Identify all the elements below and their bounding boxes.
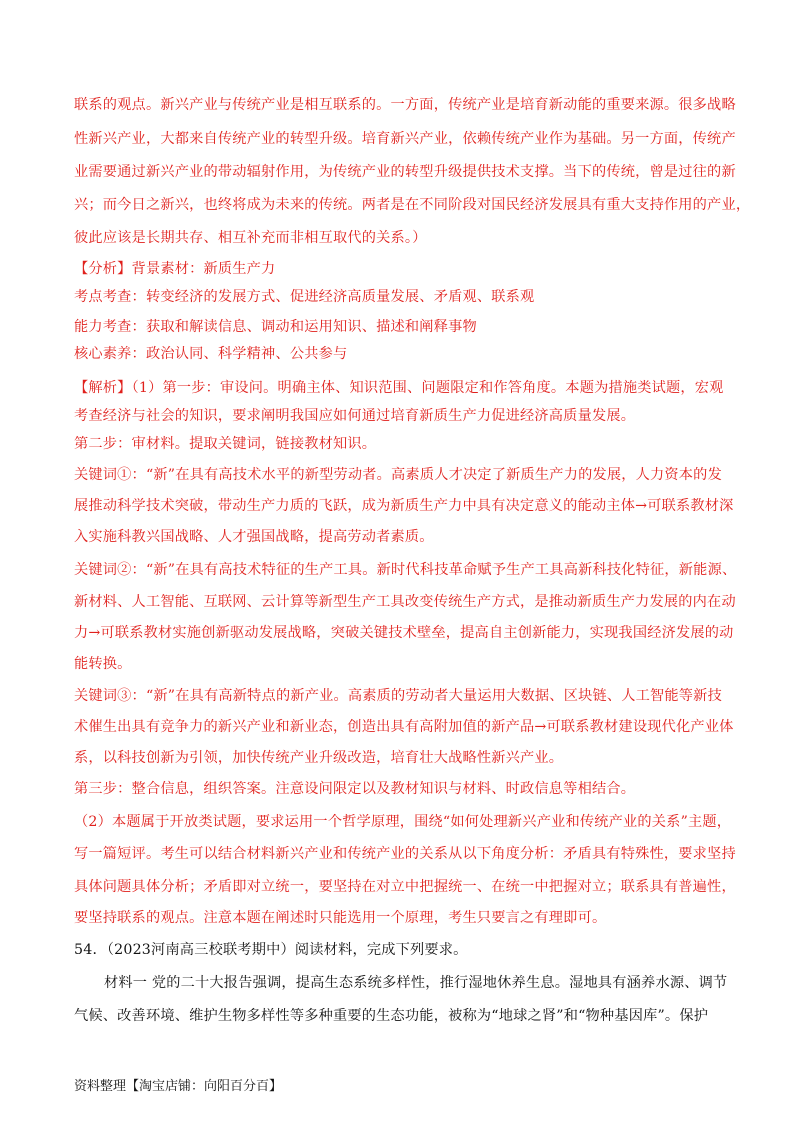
explanation-line: 关键词①：“新”在具有高技术水平的新型劳动者。高素质人才决定了新质生产力的发展，人力资本的发: [74, 467, 722, 483]
answer-line: 性新兴产业，大都来自传统产业的转型升级。培育新兴产业，依赖传统产业作为基础。另一方面，传统产: [74, 131, 736, 147]
page-footer: 资料整理【淘宝店铺：向阳百分百】: [74, 1079, 283, 1094]
explanation-line: 【解析】（1）第一步：审设问。明确主体、知识范围、问题限定和作答角度。本题为措施类试题，宏观: [74, 380, 724, 396]
explanation-line: 新材料、人工智能、互联网、云计算等新型生产工具改变传统生产方式，是推动新质生产力发展的内在动: [74, 594, 736, 610]
question-54-header: 54．（2023河南高三校联考期中）阅读材料，完成下列要求。: [74, 942, 468, 958]
explanation-line: 要坚持联系的观点。注意本题在阐述时只能选用一个原理，考生只要言之有理即可。: [74, 910, 607, 926]
material-one-line: 材料一 党的二十大报告强调，提高生态系统多样性，推行湿地休养生息。湿地具有涵养水源、调节: [104, 975, 728, 991]
explanation-line: 入实施科教兴国战略、人才强国战略，提高劳动者素质。: [74, 529, 434, 545]
explanation-line: 能转换。: [74, 656, 132, 672]
explanation-line: 第三步：整合信息，组织答案。注意设问限定以及教材知识与材料、时政信息等相结合。: [74, 781, 636, 797]
explanation-line: 术催生出具有竞争力的新兴产业和新业态，创造出具有高附加值的新产品→可联系教材建设现代化产业体: [74, 719, 734, 735]
answer-line: 业需要通过新兴产业的带动辐射作用，为传统产业的转型升级提供技术支撑。当下的传统，曾是过往的新: [74, 164, 736, 180]
explanation-line: 系，以科技创新为引领，加快传统产业升级改造，培育壮大战略性新兴产业。: [74, 750, 564, 766]
answer-line: 兴；而今日之新兴，也终将成为未来的传统。两者是在不同阶段对国民经济发展具有重大支持作用的产业，: [74, 197, 751, 213]
explanation-line: 考查经济与社会的知识，要求阐明我国应如何通过培育新质生产力促进经济高质量发展。: [74, 408, 636, 424]
analysis-exam-points: 考点考查：转变经济的发展方式、促进经济高质量发展、矛盾观、联系观: [74, 289, 535, 305]
explanation-line: 关键词③：“新”在具有高新特点的新产业。高素质的劳动者大量运用大数据、区块链、人工智能等新技: [74, 688, 722, 704]
explanation-line: 展推动科学技术突破，带动生产力质的飞跃，成为新质生产力中具有决定意义的能动主体→可联系教材深: [74, 498, 734, 514]
analysis-abilities: 能力考查：获取和解读信息、调动和运用知识、描述和阐释事物: [74, 319, 477, 335]
explanation-line: 写一篇短评。考生可以结合材料新兴产业和传统产业的关系从以下角度分析：矛盾具有特殊性，要求坚持: [74, 846, 736, 862]
explanation-line: 第二步：审材料。提取关键词，链接教材知识。: [74, 436, 377, 452]
answer-line: 彼此应该是长期共存、相互补充而非相互取代的关系。）: [74, 230, 427, 246]
explanation-line: （2）本题属于开放类试题，要求运用一个哲学原理，围绕“如何处理新兴产业和传统产业的关系”主题，: [74, 814, 732, 830]
answer-line: 联系的观点。新兴产业与传统产业是相互联系的。一方面，传统产业是培育新动能的重要来源。很多战略: [74, 97, 736, 113]
explanation-line: 关键词②：“新”在具有高技术特征的生产工具。新时代科技革命赋予生产工具高新科技化特征，新能源、: [74, 562, 737, 578]
explanation-line: 具体问题具体分析；矛盾即对立统一，要坚持在对立中把握统一、在统一中把握对立；联系具有普遍性，: [74, 879, 736, 895]
material-one-line: 气候、改善环境、维护生物多样性等多种重要的生态功能，被称为“地球之肾”和“物种基因库”。保护: [74, 1008, 709, 1024]
explanation-line: 力→可联系教材实施创新驱动发展战略，突破关键技术壁垒，提高自主创新能力，实现我国经济发展的动: [74, 625, 734, 641]
analysis-core-literacy: 核心素养：政治认同、科学精神、公共参与: [74, 346, 348, 362]
analysis-background: 【分析】背景素材：新质生产力: [74, 261, 276, 277]
